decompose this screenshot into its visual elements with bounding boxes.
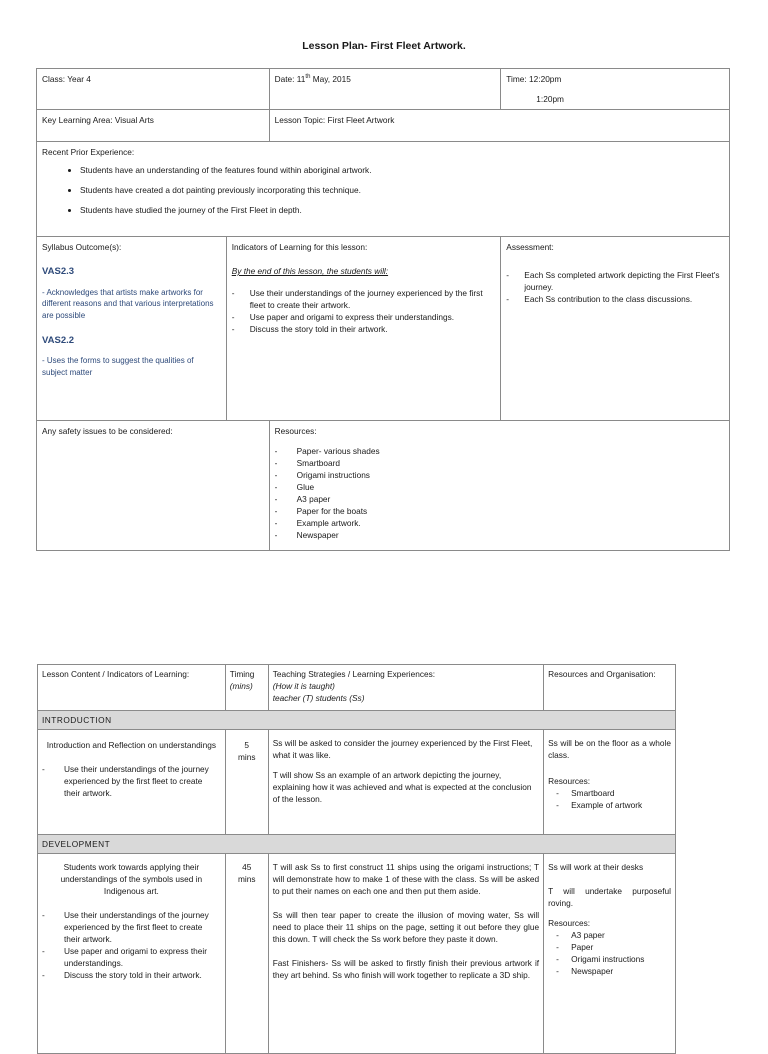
intro-content-cell <box>38 730 226 835</box>
list-item: - Paper for the boats <box>275 505 724 517</box>
intro-list <box>42 763 221 799</box>
section-introduction: INTRODUCTION <box>38 711 676 730</box>
list-item: - Origami instructions <box>275 469 724 481</box>
dev-organisation: Ss will work at their desks <box>548 862 644 873</box>
resources-cell <box>269 421 729 551</box>
list-item: - A3 paper <box>556 929 671 941</box>
topic-cell <box>269 110 729 142</box>
prior-experience-cell <box>37 142 730 237</box>
intro-strategy-cell <box>268 730 543 835</box>
date-day: 11 <box>296 74 306 84</box>
indicators-list <box>232 287 496 335</box>
intro-strategy: T will show Ss an example of an artwork depicting the journey, explaining how it was achieved and what is expected at the conclusion of the lesson. <box>272 770 532 805</box>
strategies-key: teacher (T) students (Ss) <box>272 693 365 704</box>
intro-resources-cell <box>544 730 676 835</box>
dev-strategy: Fast Finishers- Ss will be asked to firstly finish their previous artwork if they art behind. Ss who finish will work together to replicate a 3D ship. <box>272 958 540 981</box>
assessment-cell <box>501 237 730 421</box>
list-item: - Use their understandings of the journey experienced by the first fleet to create their artwork. <box>42 909 221 945</box>
list-item: - Glue <box>275 481 724 493</box>
date-sup: th <box>305 74 311 81</box>
topic-label: Lesson Topic: <box>274 115 326 126</box>
time-end: 1:20pm <box>536 94 564 105</box>
intro-resources-label: Resources: <box>548 776 591 787</box>
prior-label: Recent Prior Experience: <box>42 147 135 158</box>
list-item: - Use their understandings of the journey experienced by the first fleet to create their artwork. <box>42 763 221 799</box>
lesson-plan-table <box>37 664 676 1054</box>
class-value: Year 4 <box>67 74 91 84</box>
header-content: Lesson Content / Indicators of Learning: <box>38 665 226 711</box>
date-cell <box>269 69 501 110</box>
list-item: - Paper <box>556 941 671 953</box>
intro-organisation: Ss will be on the floor as a whole class. <box>548 738 671 761</box>
dev-timing-unit: mins <box>237 874 256 885</box>
list-item: - Example of artwork <box>556 799 671 811</box>
outcome-code: VAS2.2 <box>42 334 75 346</box>
dev-resources-list <box>548 929 671 977</box>
indicators-label: Indicators of Learning for this lesson: <box>231 242 368 253</box>
intro-timing-unit: mins <box>237 752 256 763</box>
list-item: - Example artwork. <box>275 517 724 529</box>
section-development: DEVELOPMENT <box>38 835 676 854</box>
indicators-cell <box>226 237 501 421</box>
date-label: Date: <box>274 74 295 84</box>
lesson-details-table <box>36 68 730 551</box>
safety-label: Any safety issues to be considered: <box>42 426 173 437</box>
intro-timing-cell <box>225 730 268 835</box>
strategies-label: Teaching Strategies / Learning Experiences: <box>272 669 436 679</box>
intro-resources-list <box>548 787 671 811</box>
timing-unit: (mins) <box>229 681 253 692</box>
list-item: - Paper- various shades <box>275 445 724 457</box>
date-rest: May, 2015 <box>312 74 351 84</box>
safety-cell <box>37 421 270 551</box>
assessment-list <box>506 269 724 305</box>
list-item: - Smartboard <box>275 457 724 469</box>
kla-cell <box>37 110 270 142</box>
dev-strategy: Ss will then tear paper to create the illusion of moving water, Ss will need to place their 11 ships on the page, setting it out before they glue this down. T will check the Ss work before they paste it down. <box>272 910 540 945</box>
strategies-sub: (How it is taught) <box>272 681 335 692</box>
assessment-label: Assessment: <box>506 242 554 253</box>
header-resources: Resources and Organisation: <box>544 665 676 711</box>
dev-content: Students work towards applying their understandings of the symbols used in Indigenous art. <box>60 862 203 897</box>
dev-timing: 45 <box>242 862 252 873</box>
header-timing <box>225 665 268 711</box>
time-label: Time: <box>506 74 527 84</box>
list-item: - Use paper and origami to express their understandings. <box>232 311 496 323</box>
list-item: - Newspaper <box>275 529 724 541</box>
list-item: - Use paper and origami to express their understandings. <box>42 945 221 969</box>
list-item: - A3 paper <box>275 493 724 505</box>
kla-value: Visual Arts <box>114 115 154 126</box>
page-title: Lesson Plan- First Fleet Artwork. <box>302 40 466 52</box>
list-item: - Newspaper <box>556 965 671 977</box>
list-item: - Use their understandings of the journey experienced by the first fleet to create their artwork. <box>232 287 496 311</box>
time-cell <box>501 69 730 110</box>
outcome-code: VAS2.3 <box>42 266 75 278</box>
intro-content: Introduction and Reflection on understandings <box>46 740 216 751</box>
dev-organisation: T will undertake purposeful roving. <box>548 886 671 909</box>
dev-list <box>42 909 221 981</box>
dev-resources-label: Resources: <box>548 918 591 929</box>
list-item: - Each Ss completed artwork depicting the First Fleet's journey. <box>506 269 724 293</box>
kla-label: Key Learning Area: <box>42 115 113 126</box>
time-start: 12:20pm <box>529 74 562 84</box>
header-strategies <box>268 665 543 711</box>
prior-list <box>42 164 724 216</box>
outcome-description: - Uses the forms to suggest the qualities of subject matter <box>42 356 194 377</box>
topic-value: First Fleet Artwork <box>327 115 395 126</box>
outcome-description: - Acknowledges that artists make artworks for different reasons and that various interpretations are possible <box>42 287 214 320</box>
list-item: • Students have an understanding of the features found within aboriginal artwork. <box>80 164 724 176</box>
outcomes-cell <box>37 237 227 421</box>
resources-list <box>275 445 724 541</box>
class-label: Class: <box>42 74 66 84</box>
list-item: - Each Ss contribution to the class discussions. <box>506 293 724 305</box>
list-item: - Origami instructions <box>556 953 671 965</box>
outcomes-label: Syllabus Outcome(s): <box>42 242 122 253</box>
dev-strategy: T will ask Ss to first construct 11 ships using the origami instructions; T will demonstrate how to make 1 of these with the class. Ss will be asked to put their names on each one and then put them aside. <box>272 862 540 897</box>
list-item: - Discuss the story told in their artwork. <box>232 323 496 335</box>
intro-strategy: Ss will be asked to consider the journey experienced by the First Fleet, what it was like. <box>272 738 533 761</box>
class-cell <box>37 69 270 110</box>
timing-label: Timing <box>229 669 255 679</box>
list-item: - Smartboard <box>556 787 671 799</box>
list-item: • Students have studied the journey of the First Fleet in depth. <box>80 204 724 216</box>
intro-timing: 5 <box>244 740 250 751</box>
indicators-intro: By the end of this lesson, the students will: <box>231 266 389 277</box>
resources-label: Resources: <box>274 426 317 437</box>
list-item: • Students have created a dot painting previously incorporating this technique. <box>80 184 724 196</box>
list-item: - Discuss the story told in their artwork. <box>42 969 221 981</box>
